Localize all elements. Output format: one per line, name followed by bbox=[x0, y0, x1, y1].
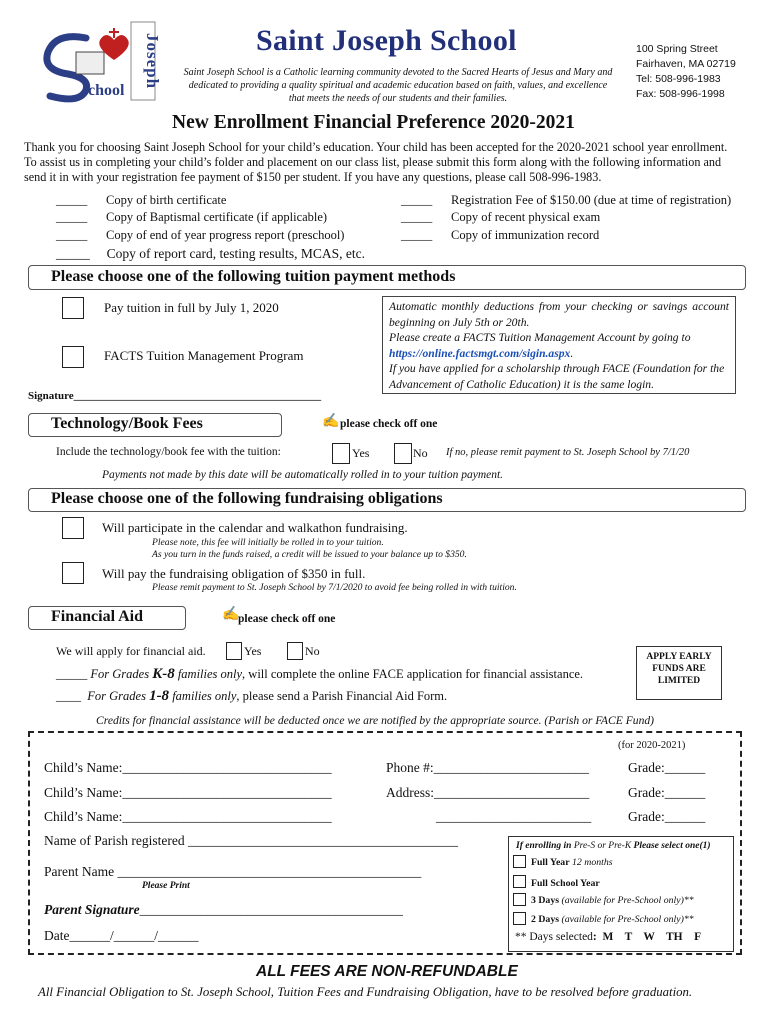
non-refundable-notice: ALL FEES ARE NON-REFUNDABLE bbox=[256, 963, 518, 980]
aid-no-checkbox[interactable] bbox=[287, 642, 303, 660]
facts-label: FACTS Tuition Management Program bbox=[104, 348, 304, 363]
three-days-label bbox=[531, 895, 694, 906]
aid-k8-families: families only bbox=[174, 667, 243, 681]
school-logo bbox=[28, 18, 163, 104]
school-name: Saint Joseph School bbox=[256, 24, 517, 57]
full-school-year-label: Full School Year bbox=[531, 878, 600, 889]
tech-include-label: Include the technology/book fee with the tuition: bbox=[56, 446, 281, 458]
days-selected-label: ** Days selected bbox=[515, 931, 593, 943]
checklist-blank[interactable]: _____ bbox=[401, 228, 433, 242]
checklist-blank[interactable]: _____ bbox=[56, 210, 88, 224]
address-field[interactable]: Address:_______________________ bbox=[386, 785, 590, 800]
fundraising-participate-label: Will participate in the calendar and walkathon fundraising. bbox=[102, 520, 408, 535]
pay-in-full-checkbox[interactable] bbox=[62, 297, 84, 319]
checklist-item[interactable] bbox=[56, 210, 327, 225]
full-year-label bbox=[531, 857, 613, 868]
tech-section-header bbox=[28, 413, 282, 437]
two-days-label bbox=[531, 914, 694, 925]
aid-section-header bbox=[28, 606, 186, 630]
aid-18-line[interactable] bbox=[56, 688, 447, 705]
fundraising-pay-full-note: Please remit payment to St. Joseph School by 7/1/2020 to avoid fee being rolled in with tuition. bbox=[152, 582, 517, 593]
aid-yes-label: Yes bbox=[244, 644, 262, 658]
aid-check-note: please check off one bbox=[238, 613, 336, 625]
checklist-label: Registration Fee of $150.00 (due at time of registration) bbox=[451, 193, 732, 207]
parent-signature-line[interactable]: _______________________________________ bbox=[139, 902, 403, 917]
preschool-heading bbox=[516, 841, 711, 851]
tech-yes-checkbox[interactable] bbox=[332, 443, 350, 464]
logo-joseph-text: Joseph bbox=[143, 32, 163, 90]
tech-title: Technology/Book Fees bbox=[51, 415, 203, 432]
full-school-year-checkbox[interactable] bbox=[513, 875, 526, 888]
fax: Fax: 508-996-1998 bbox=[636, 88, 725, 100]
checklist-label: Copy of Baptismal certificate (if applicable) bbox=[106, 210, 328, 224]
grade-field-1[interactable]: Grade:______ bbox=[628, 760, 706, 775]
checklist-item[interactable] bbox=[56, 246, 365, 262]
three-days-note: (available for Pre-School only)** bbox=[559, 895, 694, 906]
two-days-checkbox[interactable] bbox=[513, 912, 526, 925]
checklist-blank[interactable]: _____ bbox=[401, 193, 433, 207]
checklist-item[interactable] bbox=[56, 193, 226, 208]
please-print-note: Please Print bbox=[142, 881, 190, 891]
three-days-text: 3 Days bbox=[531, 895, 560, 906]
fundraising-pay-full-label: Will pay the fundraising obligation of $350 in full. bbox=[102, 566, 366, 581]
parent-signature-label: Parent Signature bbox=[44, 902, 140, 917]
aid-title: Financial Aid bbox=[51, 608, 144, 625]
parish-field[interactable]: Name of Parish registered ________________________________________ bbox=[44, 833, 458, 848]
preschool-heading-1: If enrolling in bbox=[516, 841, 572, 851]
grade-field-2[interactable]: Grade:______ bbox=[628, 785, 706, 800]
checklist-blank[interactable]: _____ bbox=[56, 246, 90, 261]
fundraising-title: Please choose one of the following fundraising obligations bbox=[51, 490, 443, 507]
hand-pointer-icon: ✍ bbox=[222, 607, 240, 622]
full-year-note: 12 months bbox=[569, 857, 613, 868]
student-for-year: (for 2020-2021) bbox=[618, 740, 686, 751]
checklist-blank[interactable]: _____ bbox=[56, 228, 88, 242]
mission-statement: Saint Joseph School is a Catholic learning community devoted to the Sacred Hearts of Jesus and Mary and dedicated to providing a quality spiritual and academic education based on faith, values, and excellence that meets the needs of our students and their families. bbox=[183, 67, 613, 104]
date-field[interactable]: Date______/______/______ bbox=[44, 928, 199, 943]
telephone: Tel: 508-996-1983 bbox=[636, 73, 721, 85]
fundraising-note-1: Please note, this fee will initially be rolled in to your tuition. bbox=[152, 537, 384, 548]
parent-name-field[interactable]: Parent Name _____________________________________________ bbox=[44, 864, 422, 879]
facts-note-scholarship: If you have applied for a scholarship through FACE (Foundation for the Advancement of Catholic Education) it is the same login. bbox=[389, 362, 725, 391]
aid-yes-checkbox[interactable] bbox=[226, 642, 242, 660]
form-title: New Enrollment Financial Preference 2020-2021 bbox=[172, 112, 575, 133]
fundraising-note-2: As you turn in the funds raised, a credit will be issued to your balance up to $350. bbox=[152, 549, 467, 560]
phone-field[interactable]: Phone #:_______________________ bbox=[386, 760, 589, 775]
intro-paragraph: Thank you for choosing Saint Joseph School for your child’s education. Your child has been accepted for the 2020-2021 school year enrollment. To assist us in completing your child’s folder and placement on our class list, please submit this form along with the following information and send it in with your registration fee payment of $150 per student. If you have any questions, please call 508-996-1983. bbox=[24, 140, 728, 184]
aid-18-prefix: For Grades bbox=[87, 689, 150, 703]
hand-pointer-icon: ✍ bbox=[322, 414, 340, 429]
facts-note-create: Please create a FACTS Tuition Management Account by going to bbox=[389, 331, 691, 344]
checklist-item[interactable] bbox=[401, 193, 731, 208]
aid-no-label: No bbox=[305, 644, 320, 658]
child-name-field-2[interactable]: Child’s Name:_______________________________ bbox=[44, 785, 332, 800]
address-line-2: Fairhaven, MA 02719 bbox=[636, 58, 736, 70]
apply-early-notice: APPLY EARLY FUNDS ARE LIMITED bbox=[636, 646, 722, 700]
aid-apply-label: We will apply for financial aid. bbox=[56, 644, 206, 658]
aid-18-blank[interactable]: ____ bbox=[56, 689, 81, 703]
facts-checkbox[interactable] bbox=[62, 346, 84, 368]
aid-18-families: families only bbox=[169, 689, 237, 703]
fundraising-section-header bbox=[28, 488, 746, 512]
checklist-item[interactable] bbox=[401, 228, 599, 243]
fundraising-participate-checkbox[interactable] bbox=[62, 517, 84, 539]
two-days-note: (available for Pre-School only)** bbox=[559, 914, 694, 925]
tech-payments-note: Payments not made by this date will be automatically rolled in to your tuition payment. bbox=[102, 469, 504, 481]
aid-18-rest: , please send a Parish Financial Aid Form. bbox=[236, 689, 448, 703]
grade-field-3[interactable]: Grade:______ bbox=[628, 809, 706, 824]
three-days-checkbox[interactable] bbox=[513, 893, 526, 906]
aid-k8-grades: K-8 bbox=[152, 666, 175, 682]
tech-if-no-note: If no, please remit payment to St. Joseph School by 7/1/20 bbox=[446, 447, 690, 458]
aid-k8-line[interactable] bbox=[56, 666, 583, 683]
full-year-text: Full Year bbox=[531, 857, 570, 868]
aid-k8-blank[interactable]: _____ bbox=[56, 667, 88, 681]
checklist-label: Copy of birth certificate bbox=[106, 193, 227, 207]
checklist-blank[interactable]: _____ bbox=[56, 193, 88, 207]
checklist-label: Copy of recent physical exam bbox=[451, 210, 601, 224]
checklist-item[interactable] bbox=[401, 210, 600, 225]
tuition-title: Please choose one of the following tuition payment methods bbox=[51, 268, 456, 285]
checklist-label: Copy of immunization record bbox=[451, 228, 600, 242]
aid-k8-rest: , will complete the online FACE application for financial assistance. bbox=[242, 667, 584, 681]
obligation-notice: All Financial Obligation to St. Joseph School, Tuition Fees and Fundraising Obligation, have to be resolved before graduation. bbox=[38, 985, 693, 999]
days-options[interactable]: M T W TH F bbox=[602, 931, 702, 943]
facts-note-deductions: Automatic monthly deductions from your checking or savings account beginning on July 5th or 20th. bbox=[389, 300, 729, 329]
address-line-1: 100 Spring Street bbox=[636, 43, 718, 55]
checklist-label: Copy of end of year progress report (preschool) bbox=[106, 228, 345, 242]
aid-18-grades: 1-8 bbox=[149, 688, 170, 704]
pay-in-full-label: Pay tuition in full by July 1, 2020 bbox=[104, 300, 279, 315]
checklist-label: Copy of report card, testing results, MCAS, etc. bbox=[106, 246, 365, 261]
tech-check-note: please check off one bbox=[340, 418, 438, 430]
checklist-item[interactable] bbox=[56, 228, 344, 243]
tuition-signature-line[interactable]: Signature_____________________________________________ bbox=[28, 390, 322, 402]
child-name-field-3[interactable]: Child’s Name:_______________________________ bbox=[44, 809, 332, 824]
two-days-text: 2 Days bbox=[531, 914, 560, 925]
child-name-field-1[interactable]: Child’s Name:_______________________________ bbox=[44, 760, 332, 775]
tech-no-label: No bbox=[413, 446, 428, 460]
contact-block bbox=[636, 42, 736, 102]
address-field-2[interactable]: _______________________ bbox=[436, 809, 592, 824]
aid-k8-prefix: For Grades bbox=[90, 667, 153, 681]
full-year-checkbox[interactable] bbox=[513, 855, 526, 868]
tuition-section-header bbox=[28, 265, 746, 290]
checklist-blank[interactable]: _____ bbox=[401, 210, 433, 224]
preschool-heading-2: Pre-S or Pre-K bbox=[571, 841, 634, 851]
aid-credits-note: Credits for financial assistance will be deducted once we are notified by the appropriate source. (Parish or FACE Fund) bbox=[96, 714, 655, 727]
preschool-heading-3: Please select one(1) bbox=[633, 841, 711, 851]
parent-signature-field[interactable] bbox=[44, 902, 403, 918]
logo-school-text: chool bbox=[88, 82, 125, 99]
fundraising-pay-full-checkbox[interactable] bbox=[62, 562, 84, 584]
tech-yes-label: Yes bbox=[352, 446, 370, 460]
facts-link[interactable]: https://online.factsmgt.com/sigin.aspx bbox=[389, 346, 571, 360]
facts-note-box: Automatic monthly deductions from your checking or savings account beginning on July 5th or 20th. Please create a FACTS Tuition Management Account by going to https://online.factsmgt.com/sigin.aspx. If you have applied for a scholarship through FACE (Foundation for the Advancement of Catholic Education) it is the same login. bbox=[382, 296, 736, 394]
tech-no-checkbox[interactable] bbox=[394, 443, 412, 464]
days-selected-row[interactable]: ** Days selected: M T W TH F bbox=[515, 931, 702, 943]
